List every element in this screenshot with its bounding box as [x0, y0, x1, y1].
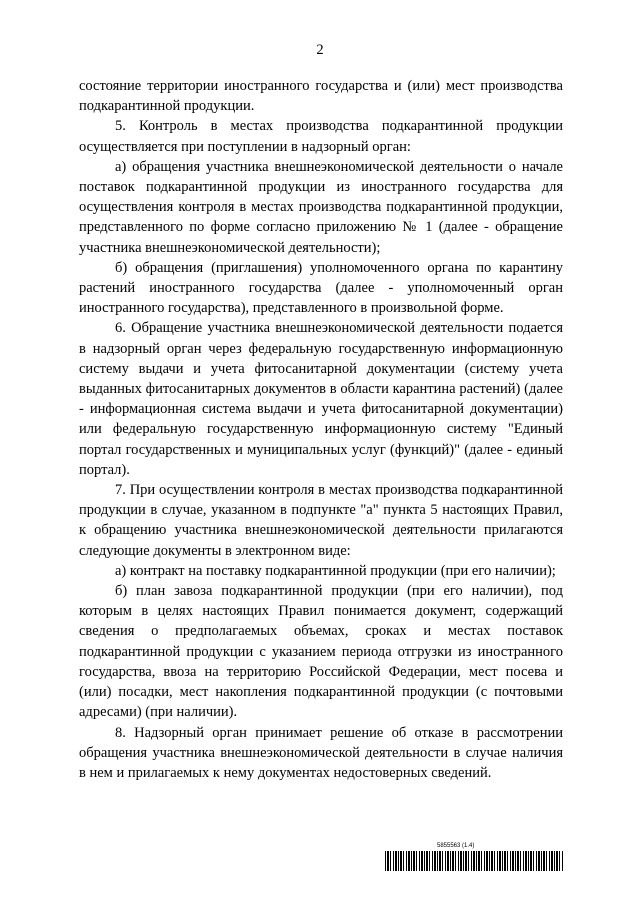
- document-code: 5855563 (1.4): [437, 843, 475, 849]
- paragraph: 6. Обращение участника внешнеэкономической деятельности подается в надзорный орган через федеральную государственную информационную систему выдачи и учета фитосанитарной документации (систему учета выданных фитосанитарных документов в области карантина растений) (далее - информационная система выдачи и учета фитосанитарной документации) или федеральную государственную информационную систему "Единый портал государственных и муниципальных услуг (функций)" (далее - единый портал).: [79, 320, 563, 478]
- document-body: [79, 76, 563, 783]
- barcode-icon: [385, 851, 563, 871]
- page-number: 2: [316, 42, 324, 58]
- paragraph: а) контракт на поставку подкарантинной продукции (при его наличии);: [115, 562, 556, 579]
- paragraph: 5. Контроль в местах производства подкарантинной продукции осуществляется при поступлении в надзорный орган:: [79, 118, 563, 155]
- paragraph: 8. Надзорный орган принимает решение об отказе в рассмотрении обращения участника внешнеэкономической деятельности в случае наличия в нем и прилагаемых к нему документах недостоверных сведений.: [79, 724, 563, 781]
- paragraph: б) план завоза подкарантинной продукции (при его наличии), под которым в целях настоящих Правил понимается документ, содержащий сведения о предполагаемых объемах, сроках и местах поставок подкарантинной продукции с указанием периода отгрузки из иностранного государства, ввоза на территорию Российской Федерации, мест посева и (или) посадки, мест накопления подкарантинной продукции (с почтовыми адресами) (при наличии).: [79, 583, 563, 721]
- paragraph: а) обращения участника внешнеэкономической деятельности о начале поставок подкарантинной продукции из иностранного государства для осуществления контроля в местах производства подкарантинной продукции, представленного по форме согласно приложению № 1 (далее - обращение участника внешнеэкономической деятельности);: [79, 158, 563, 256]
- paragraph: б) обращения (приглашения) уполномоченного органа по карантину растений иностранного государства (далее - уполномоченный орган иностранного государства), представленного в произвольной форме.: [79, 259, 563, 317]
- paragraph: состояние территории иностранного государства и (или) мест производства подкарантинной продукции.: [79, 78, 563, 115]
- paragraph: 7. При осуществлении контроля в местах производства подкарантинной продукции в случае, указанном в подпункте "а" пункта 5 настоящих Правил, к обращению участника внешнеэкономической деятельности прилагаются следующие документы в электронном виде:: [79, 482, 563, 559]
